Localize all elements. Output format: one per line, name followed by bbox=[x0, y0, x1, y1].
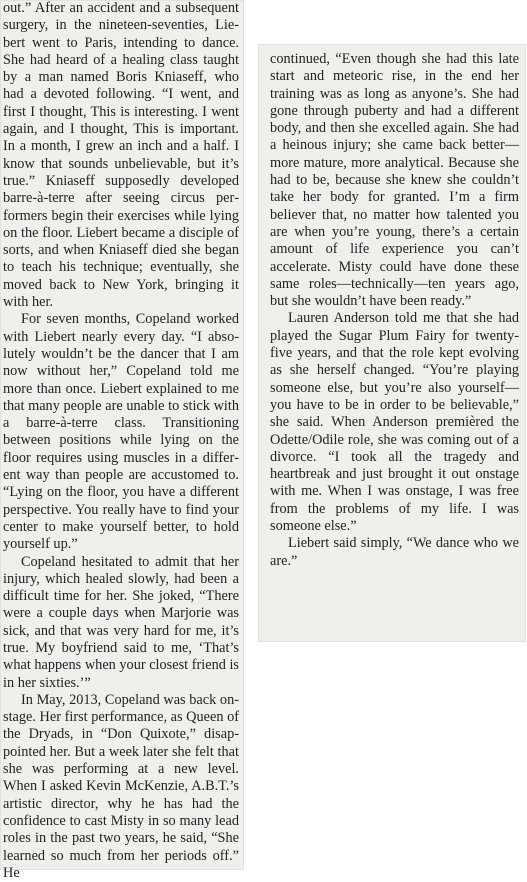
paragraph: continued, “Even though she had this late start and meteoric rise, in the end her training was as long as anyone’s. She had gone through puberty and had a different body, and then she excelled again. She had a heinous injury; she came back better—more mature, more analytical. Because she had to be, because she knew she couldn’t take her body for granted. I’m a firm believer that, no matter how talented you are when you’re young, there’s a certain amount of life experience you can’t accelerate. Misty could have done these same roles—technically—ten years ago, but she wouldn’t have been ready.” bbox=[270, 51, 519, 310]
paragraph: out.” After an accident and a subsequent surgery, in the nineteen-seventies, Liebert went to Paris, intending to dance. She had heard of a healing class taught by a man named Boris Kniaseff, who had a devoted following. “I went, and first I thought, This is interesting. I went again, and I thought, This is important. In a month, I grew an inch and a half. I know that sounds unbelievable, but it’s true.” Kniaseff supposedly developed barre-à-terre after seeing circus performers begin their exercises while lying on the floor. Liebert became a disciple of sorts, and when Kniaseff died she began to teach his technique; eventually, she moved back to New York, bringing it with her. bbox=[3, 0, 239, 311]
paragraph: Copeland hesitated to admit that her injury, which healed slowly, had been a difficult time for her. She joked, “There were a couple days when Marjorie was sick, and that was very hard for me, it’s true. My boyfriend said to me, ‘That’s what happens when your closest friend is in her sixties.’” bbox=[3, 553, 239, 691]
right-text-column bbox=[270, 51, 519, 570]
left-text-column bbox=[3, 0, 239, 882]
paragraph: Liebert said simply, “We dance who we are.” bbox=[270, 535, 519, 569]
paragraph: For seven months, Copeland worked with Liebert nearly every day. “I absolutely wouldn’t be the dancer that I am now without her,” Copeland told me more than once. Liebert explained to me that many people are unable to stick with a barre-à-terre class. Transitioning between positions while lying on the floor requires using muscles in a different way than people are accustomed to. “Lying on the floor, you have a different perspective. You really have to find your center to make yourself better, to hold yourself up.” bbox=[3, 311, 239, 553]
paragraph: Lauren Anderson told me that she had played the Sugar Plum Fairy for twenty-five years, and that the role kept evolving as she herself changed. “You’re playing someone else, but you’re also yourself—you have to be in order to be believable,” she said. When Anderson premièred the Odette/Odile role, she was coming out of a divorce. “I took all the tragedy and heartbreak and just brought it out onstage with me. When I was onstage, I was free from the problems of my life. I was someone else.” bbox=[270, 310, 519, 535]
paragraph: In May, 2013, Copeland was back onstage. Her first performance, as Queen of the Dryads, in “Don Quixote,” disappointed her. But a week later she felt that she was performing at a new level. When I asked Kevin McKenzie, A.B.T.’s artistic director, why he has had the confidence to cast Misty in so many lead roles in the past two years, he said, “She learned so much from her periods off.” He bbox=[3, 691, 239, 881]
